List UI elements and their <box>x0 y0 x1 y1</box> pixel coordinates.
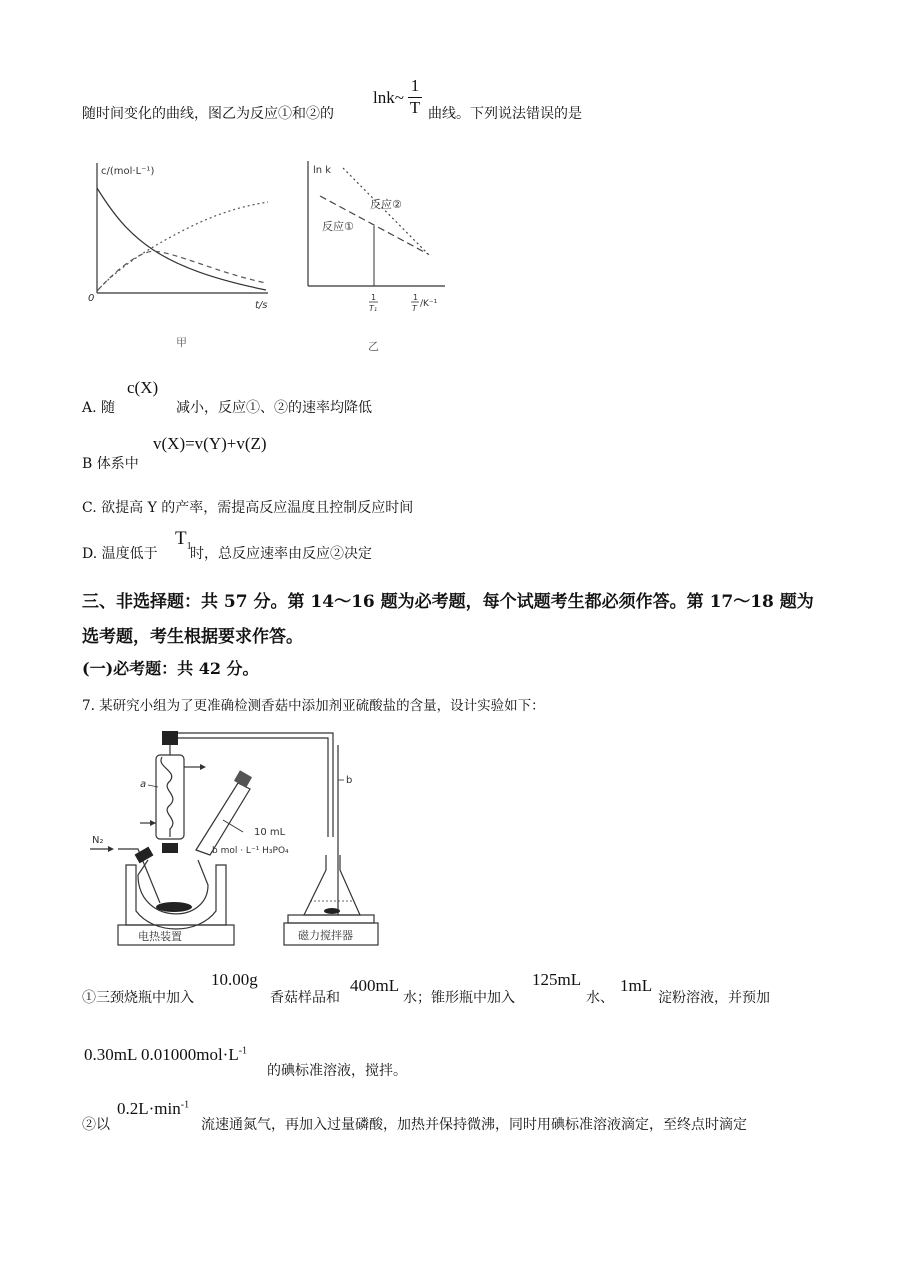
step1-text-1: ①三颈烧瓶中加入 <box>82 990 194 1006</box>
fraction-numerator: 1 <box>410 76 420 95</box>
step1-text-2: 香菇样品和 <box>270 990 340 1006</box>
step1-text-3: 水；锥形瓶中加入 <box>403 990 515 1006</box>
yi-tick2-den: T <box>412 304 417 313</box>
jia-xlabel: t/s <box>255 300 268 311</box>
label-stirrer: 磁力搅拌器 <box>298 929 353 942</box>
option-d-prefix: D. 温度低于 <box>82 546 158 562</box>
option-a-prefix: A. 随 <box>82 400 116 416</box>
yi-tick1-num: 1 <box>371 293 377 302</box>
jia-caption: 甲 <box>176 336 187 349</box>
label-n2: N₂ <box>92 835 104 846</box>
yi-label-r2: 反应② <box>370 198 402 211</box>
step1-text-5: 淀粉溶液，并预加 <box>658 990 770 1006</box>
condenser-coil <box>161 757 173 837</box>
option-d-formula: $T_1$ <box>175 528 192 552</box>
step2-formula-flow: $0.2L\cdot\min^{-1}$ <box>117 1099 190 1118</box>
step1-formula-water: 400mL <box>350 976 400 995</box>
condenser-stopper <box>162 731 178 745</box>
intro-text-after: 曲线。下列说法错误的是 <box>428 106 582 122</box>
label-b: b <box>346 775 353 786</box>
yi-label-r1: 反应① <box>322 220 354 233</box>
step1-formula-iodine: 0.30mL $0.01000mol\cdot L^{-1}$ <box>84 1045 248 1064</box>
label-heater: 电热装置 <box>138 930 182 943</box>
option-d-suffix: 时，总反应速率由反应②决定 <box>190 546 372 562</box>
chart-yi <box>300 158 460 358</box>
section-heading-line2: 选考题，考生根据要求作答。 <box>82 627 303 647</box>
yi-caption: 乙 <box>368 340 379 353</box>
erlenmeyer-flask <box>304 855 360 915</box>
chart-jia <box>88 158 288 358</box>
step2-text-2: 流速通氮气，再加入过量磷酸，加热并保持微沸，同时用碘标准溶液滴定，至终点时滴定 <box>201 1117 747 1133</box>
question-7-text: 7. 某研究小组为了更准确检测香菇中添加剂亚硫酸盐的含量，设计实验如下： <box>82 698 545 714</box>
yi-ylabel: ln k <box>313 165 332 176</box>
electric-heater <box>126 865 226 929</box>
yi-tick1-den: T₁ <box>369 304 378 313</box>
step1-formula-starch: 1mL <box>620 976 653 995</box>
section-heading-line1: 三、非选择题：共 57 分。第 14～16 题为必考题，每个试题考生都必须作答。第 17～18 题为 <box>82 592 814 612</box>
jia-ylabel: c/(mol·L⁻¹) <box>101 166 155 177</box>
step1-formula-mass: 10.00g <box>211 970 258 989</box>
jia-curve-y <box>97 251 266 291</box>
option-a-suffix: 减小，反应①、②的速率均降低 <box>176 400 372 416</box>
section-subheading: (一)必考题：共 42 分。 <box>82 659 259 678</box>
condenser-jacket <box>156 755 184 839</box>
label-volume: 10 mL <box>254 827 286 838</box>
step1-text-6: 的碘标准溶液，搅拌。 <box>267 1063 407 1079</box>
yi-line-r2 <box>343 168 430 256</box>
label-concentration: b mol · L⁻¹ H₃PO₄ <box>212 846 289 856</box>
flask-sample <box>156 902 192 912</box>
formula-fraction-1-over-T <box>408 76 422 118</box>
step2-text-1: ②以 <box>82 1117 110 1133</box>
dropping-funnel <box>196 783 250 855</box>
option-b-formula: v(X)=v(Y)+v(Z) <box>153 434 267 453</box>
delivery-tube <box>174 733 333 837</box>
option-c-text: C. 欲提高 Y 的产率，需提高反应温度且控制反应时间 <box>82 500 414 516</box>
jia-curve-x <box>97 188 266 290</box>
apparatus-diagram <box>88 725 388 950</box>
jia-origin: 0 <box>88 293 95 304</box>
option-b-prefix: B 体系中 <box>82 456 139 472</box>
step1-formula-water2: 125mL <box>532 970 582 989</box>
label-a: a <box>140 779 147 790</box>
yi-tick2-num: 1 <box>413 293 419 302</box>
option-a-formula: c(X) <box>127 378 159 397</box>
fraction-denominator: T <box>409 98 421 117</box>
step1-text-4: 水、 <box>586 990 614 1006</box>
intro-text-before: 随时间变化的曲线，图乙为反应①和②的 <box>82 106 334 122</box>
formula-lnk: lnk~ <box>373 88 404 107</box>
yi-xunit: /K⁻¹ <box>420 299 438 309</box>
